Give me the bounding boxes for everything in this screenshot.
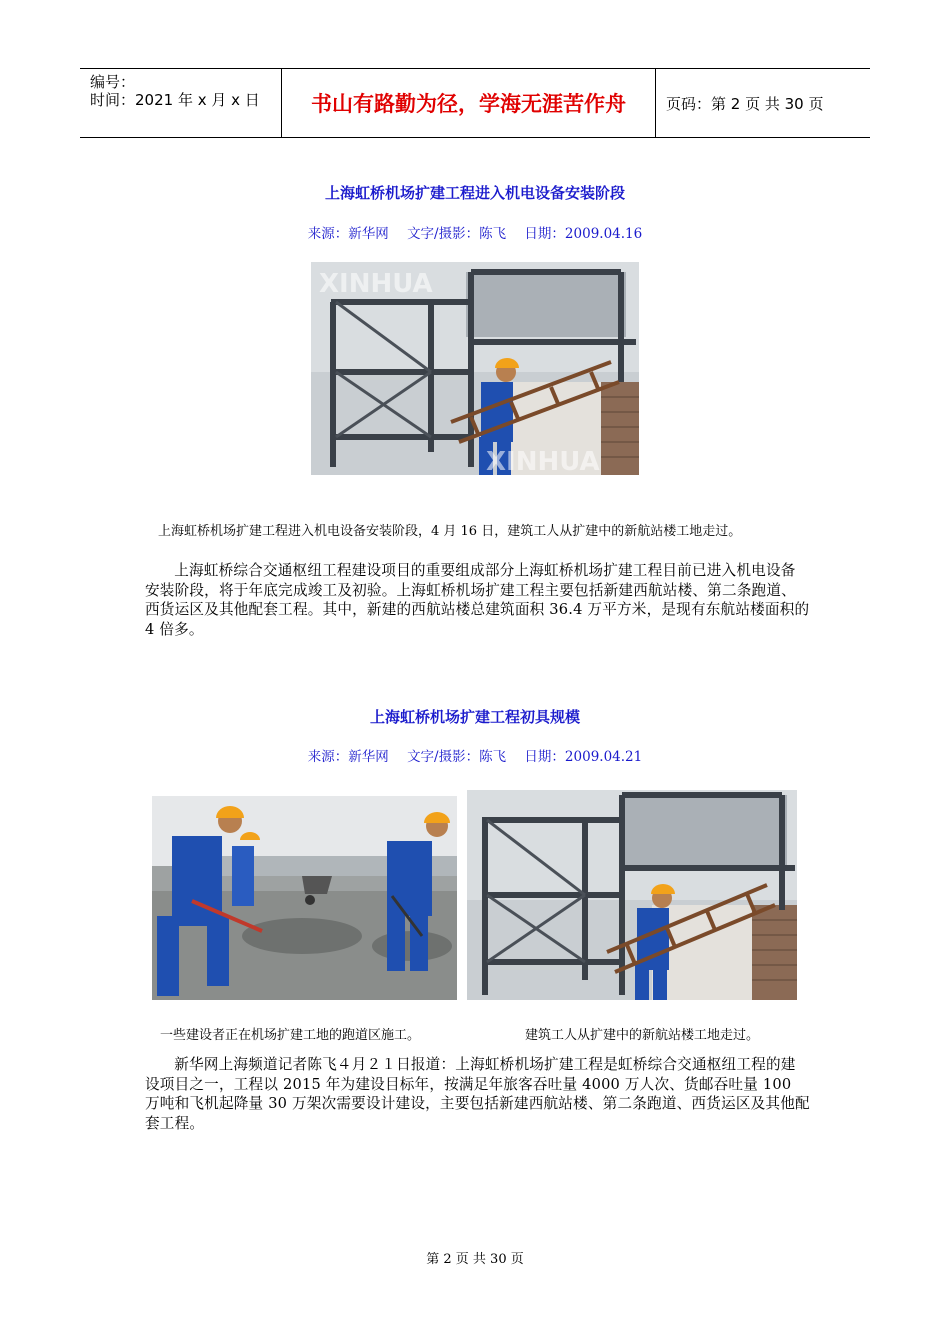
article-2-photo-left bbox=[152, 796, 457, 1000]
article-2-caption-right: 建筑工人从扩建中的新航站楼工地走过。 bbox=[525, 1028, 760, 1043]
article-1-source-line bbox=[0, 222, 950, 242]
article-2-body: 新华网上海频道记者陈飞４月２１日报道：上海虹桥机场扩建工程是虹桥综合交通枢纽工程的建设项目之一，工程以 2015 年为建设目标年，按满足年旅客吞吐量 4000 万人次、货邮吞吐量 100 万吨和飞机起降量 30 万架次需要设计建设，主要包括新建西航站楼、第二条跑道、西货运区及其他配套工程。 bbox=[145, 1056, 810, 1132]
article-1-title: 上海虹桥机场扩建工程进入机电设备安装阶段 bbox=[324, 184, 625, 202]
header-page-label: 页码：第 2 页 共 30 页 bbox=[666, 94, 824, 113]
header-motto: 书山有路勤为径，学海无涯苦作舟 bbox=[311, 92, 626, 116]
header-meta bbox=[90, 73, 260, 109]
article-1-source: 来源：新华网 bbox=[307, 226, 389, 242]
document-header bbox=[80, 68, 870, 138]
number-label: 编号： bbox=[90, 73, 136, 91]
watermark-bottom: XINHUA bbox=[486, 447, 600, 475]
article-2-photo-right bbox=[467, 790, 797, 1000]
article-2-source-line bbox=[0, 745, 950, 765]
article-1-body: 上海虹桥综合交通枢纽工程建设项目的重要组成部分上海虹桥机场扩建工程目前已进入机电设备安装阶段，将于年底完成竣工及初验。上海虹桥机场扩建工程主要包括新建西航站楼、第二条跑道、西货运区及其他配套工程。其中，新建的西航站楼总建筑面积 36.4 万平方米，是现有东航站楼面积的 4 倍多。 bbox=[145, 562, 810, 638]
watermark-top: XINHUA bbox=[319, 269, 433, 299]
article-2-title: 上海虹桥机场扩建工程初具规模 bbox=[369, 708, 580, 726]
header-divider bbox=[655, 69, 656, 137]
article-2-caption-left: 一些建设者正在机场扩建工地的跑道区施工。 bbox=[160, 1028, 421, 1043]
time-label: 时间：2021 年 x 月 x 日 bbox=[90, 91, 260, 109]
article-1-caption: 上海虹桥机场扩建工程进入机电设备安装阶段，4 月 16 日，建筑工人从扩建中的新航站楼工地走过。 bbox=[158, 524, 742, 539]
page-footer: 第 2 页 共 30 页 bbox=[426, 1252, 524, 1267]
article-1-author: 文字/摄影：陈飞 bbox=[407, 226, 507, 242]
article-2-date: 日期：2009.04.21 bbox=[524, 749, 643, 765]
article-1-photo bbox=[311, 262, 639, 475]
article-1-date: 日期：2009.04.16 bbox=[524, 226, 643, 242]
article-2-author: 文字/摄影：陈飞 bbox=[407, 749, 507, 765]
article-2-source: 来源：新华网 bbox=[307, 749, 389, 765]
